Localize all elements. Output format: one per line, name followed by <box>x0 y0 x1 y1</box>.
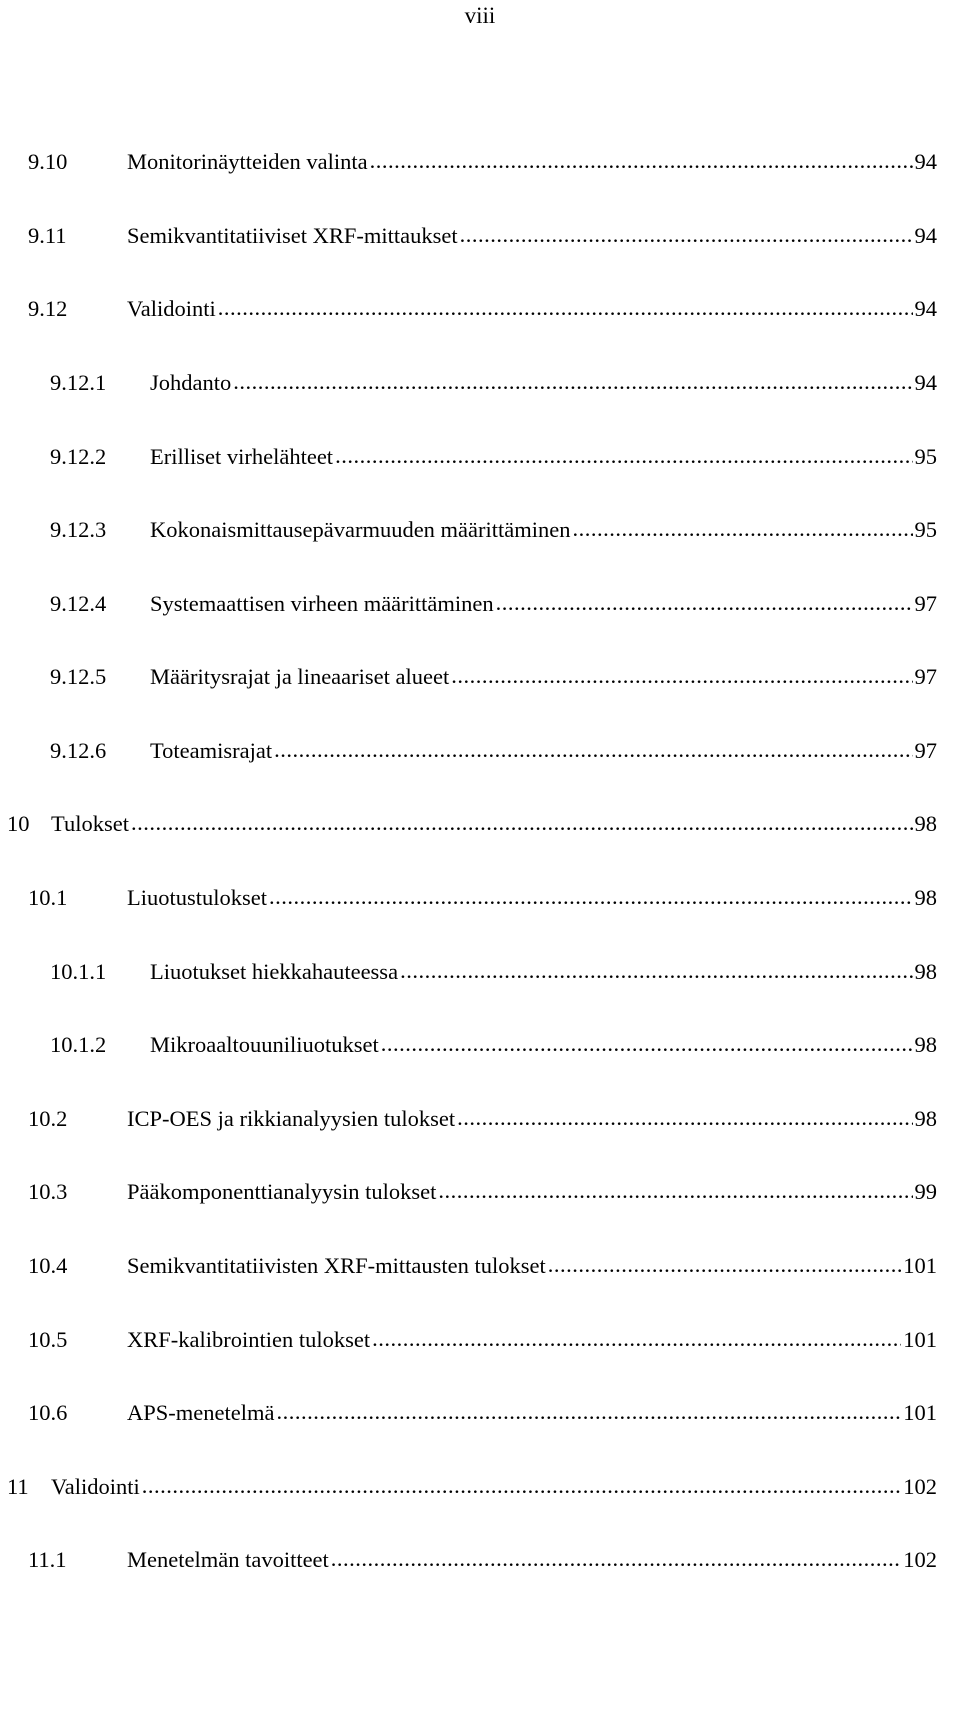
toc-entry-number: 9.12.2 <box>50 444 107 469</box>
dot-leader <box>370 146 913 176</box>
dot-leader <box>331 1544 901 1574</box>
toc-entry-number: 10.4 <box>28 1253 68 1278</box>
toc-entry-title: Erilliset virhelähteet <box>150 444 334 469</box>
toc-entry[interactable] <box>50 515 937 545</box>
toc-entry-title: Mikroaaltouuniliuotukset <box>150 1032 379 1057</box>
toc-entry-number: 10.1.1 <box>50 959 107 984</box>
toc-entry[interactable] <box>28 1398 937 1428</box>
toc-entry-number: 9.12.6 <box>50 738 107 763</box>
toc-entry-number: 9.12.3 <box>50 517 107 542</box>
toc-entry[interactable] <box>28 294 937 324</box>
toc-entry-number: 9.10 <box>28 149 68 174</box>
toc-entry-number: 10.2 <box>28 1106 68 1131</box>
dot-leader <box>335 441 912 471</box>
toc-entry[interactable] <box>7 809 937 839</box>
dot-leader <box>269 882 913 912</box>
toc-entry[interactable] <box>50 736 937 766</box>
toc-entry-page: 102 <box>903 1474 937 1499</box>
toc-entry[interactable] <box>50 589 937 619</box>
toc-entry-title: Systemaattisen virheen määrittäminen <box>150 591 494 616</box>
toc-entry-page: 98 <box>914 959 937 984</box>
toc-entry-page: 95 <box>914 517 937 542</box>
toc-entry-title: Semikvantitatiivisten XRF-mittausten tulokset <box>127 1253 546 1278</box>
dot-leader <box>381 1029 913 1059</box>
toc-entry-title: Monitorinäytteiden valinta <box>127 149 368 174</box>
toc-entry-number: 11 <box>7 1474 29 1499</box>
toc-entry-number: 10.5 <box>28 1327 68 1352</box>
dot-leader <box>233 367 912 397</box>
toc-entry[interactable] <box>28 1325 937 1355</box>
toc-entry-title: APS-menetelmä <box>127 1400 275 1425</box>
toc-entry[interactable] <box>28 147 937 177</box>
toc-entry[interactable] <box>28 221 937 251</box>
toc-entry-page: 99 <box>914 1179 937 1204</box>
dot-leader <box>218 293 913 323</box>
toc-entry[interactable] <box>28 1177 937 1207</box>
dot-leader <box>131 808 913 838</box>
toc-entry-title: Kokonaismittausepävarmuuden määrittäminen <box>150 517 571 542</box>
toc-entry-page: 94 <box>914 149 937 174</box>
toc-entry-title: XRF-kalibrointien tulokset <box>127 1327 371 1352</box>
toc-entry-page: 101 <box>903 1400 937 1425</box>
toc-entry-page: 97 <box>914 591 937 616</box>
dot-leader <box>548 1250 902 1280</box>
toc-entry-title: Tulokset <box>51 811 129 836</box>
toc-entry-page: 97 <box>914 738 937 763</box>
toc-entry-title: Validointi <box>51 1474 140 1499</box>
toc-entry-page: 98 <box>914 1106 937 1131</box>
toc-entry-page: 101 <box>903 1253 937 1278</box>
toc-entry-title: Validointi <box>127 296 216 321</box>
toc-entry[interactable] <box>7 1472 937 1502</box>
toc-entry-title: Menetelmän tavoitteet <box>127 1547 329 1572</box>
toc-entry-title: Liuotustulokset <box>127 885 267 910</box>
dot-leader <box>274 735 912 765</box>
toc-entry-number: 9.11 <box>28 223 67 248</box>
toc-entry-page: 95 <box>914 444 937 469</box>
toc-entry[interactable] <box>50 442 937 472</box>
toc-entry-page: 97 <box>914 664 937 689</box>
toc-entry-number: 10.1.2 <box>50 1032 107 1057</box>
toc-entry-title: Johdanto <box>150 370 232 395</box>
dot-leader <box>460 220 913 250</box>
toc-entry[interactable] <box>50 368 937 398</box>
toc-entry-title: Semikvantitatiiviset XRF-mittaukset <box>127 223 458 248</box>
dot-leader <box>457 1103 912 1133</box>
toc-entry-page: 98 <box>914 811 937 836</box>
toc-entry-page: 94 <box>914 223 937 248</box>
toc-entry-page: 98 <box>914 885 937 910</box>
toc-entry[interactable] <box>28 1545 937 1575</box>
toc-entry-number: 9.12.1 <box>50 370 107 395</box>
toc-entry-number: 11.1 <box>28 1547 67 1572</box>
toc-entry-number: 9.12.4 <box>50 591 107 616</box>
dot-leader <box>438 1176 912 1206</box>
toc-entry-page: 98 <box>914 1032 937 1057</box>
dot-leader <box>400 956 912 986</box>
toc-entry[interactable] <box>50 1030 937 1060</box>
toc-entry-page: 101 <box>903 1327 937 1352</box>
dot-leader <box>142 1471 902 1501</box>
toc-entry-title: Määritysrajat ja lineaariset alueet <box>150 664 450 689</box>
page-number: viii <box>464 3 496 28</box>
toc-entry[interactable] <box>28 1104 937 1134</box>
toc-entry-page: 94 <box>914 370 937 395</box>
dot-leader <box>276 1397 901 1427</box>
toc-entry[interactable] <box>28 883 937 913</box>
toc-entry-number: 10.3 <box>28 1179 68 1204</box>
toc-entry-page: 102 <box>903 1547 937 1572</box>
dot-leader <box>496 588 913 618</box>
toc-entry-title: Toteamisrajat <box>150 738 273 763</box>
toc-entry-number: 10 <box>7 811 30 836</box>
toc-entry[interactable] <box>28 1251 937 1281</box>
toc-entry-title: Liuotukset hiekkahauteessa <box>150 959 399 984</box>
dot-leader <box>451 661 912 691</box>
toc-entry-number: 9.12 <box>28 296 68 321</box>
toc-entry-title: ICP-OES ja rikkianalyysien tulokset <box>127 1106 456 1131</box>
toc-entry-number: 9.12.5 <box>50 664 107 689</box>
toc-entry[interactable] <box>50 662 937 692</box>
toc-entry-number: 10.1 <box>28 885 68 910</box>
dot-leader <box>372 1324 901 1354</box>
toc-entry-title: Pääkomponenttianalyysin tulokset <box>127 1179 437 1204</box>
toc-entry-number: 10.6 <box>28 1400 68 1425</box>
dot-leader <box>573 514 913 544</box>
toc-entry-page: 94 <box>914 296 937 321</box>
toc-entry[interactable] <box>50 957 937 987</box>
